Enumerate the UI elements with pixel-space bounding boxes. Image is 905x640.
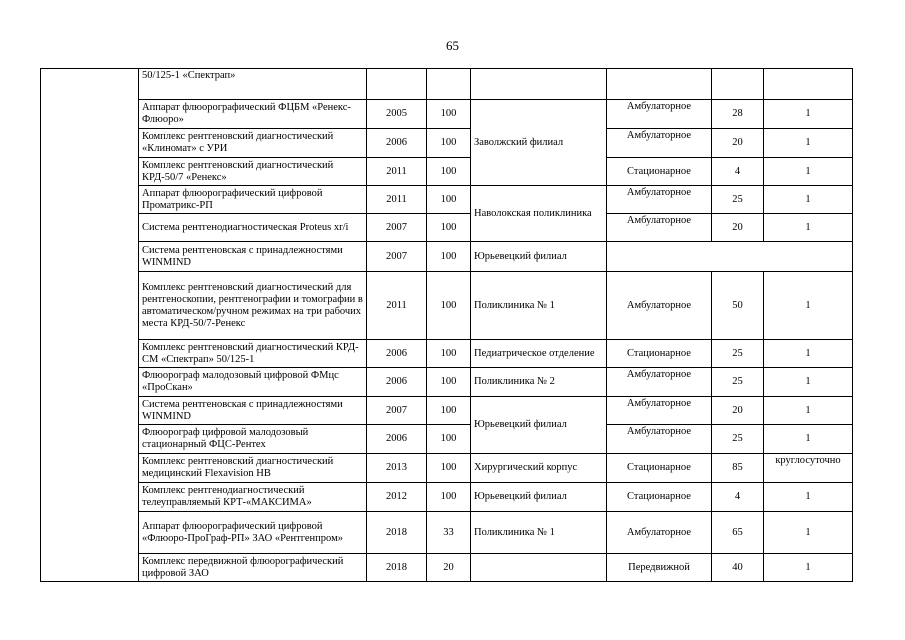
capacity-cell: 20 — [712, 214, 764, 242]
equipment-name-cell: Комплекс рентгеновский диагностический КРД-СМ «Спектрап» 50/125-1 — [139, 340, 367, 368]
year-cell: 2006 — [367, 368, 427, 397]
type-cell: Амбулаторное — [607, 272, 712, 340]
capacity-cell: 20 — [712, 397, 764, 425]
type-cell: Амбулаторное — [607, 512, 712, 554]
type-cell: Амбулаторное — [607, 368, 712, 397]
shifts-cell: 1 — [764, 340, 853, 368]
equipment-table — [40, 68, 853, 582]
equipment-name-cell: 50/125-1 «Спектрап» — [139, 69, 367, 100]
shifts-cell: 1 — [764, 512, 853, 554]
capacity-cell: 40 — [712, 554, 764, 582]
equipment-name-cell: Флюорограф цифровой малодозовый стационарный ФЦС-Рентех — [139, 425, 367, 454]
capacity-cell: 25 — [712, 425, 764, 454]
shifts-cell: 1 — [764, 214, 853, 242]
table-row — [41, 512, 853, 554]
percent-cell: 100 — [427, 454, 471, 483]
year-cell: 2018 — [367, 554, 427, 582]
shifts-cell: 1 — [764, 425, 853, 454]
table-row — [41, 425, 853, 454]
table-row — [41, 242, 853, 272]
type-cell: Амбулаторное — [607, 186, 712, 214]
year-cell: 2007 — [367, 214, 427, 242]
capacity-cell: 50 — [712, 272, 764, 340]
table-row — [41, 214, 853, 242]
shifts-cell: 1 — [764, 272, 853, 340]
branch-cell — [471, 69, 607, 100]
capacity-cell: 25 — [712, 186, 764, 214]
branch-cell: Хирургический корпус — [471, 454, 607, 483]
table-row — [41, 554, 853, 582]
table-row — [41, 186, 853, 214]
type-cell: Амбулаторное — [607, 100, 712, 129]
branch-cell: Поликлиника № 2 — [471, 368, 607, 397]
table-row — [41, 272, 853, 340]
year-cell — [367, 69, 427, 100]
table-row — [41, 100, 853, 129]
year-cell: 2007 — [367, 397, 427, 425]
shifts-cell: 1 — [764, 554, 853, 582]
shifts-cell: 1 — [764, 397, 853, 425]
percent-cell: 100 — [427, 186, 471, 214]
capacity-cell: 25 — [712, 340, 764, 368]
type-cell — [607, 69, 712, 100]
equipment-name-cell: Комплекс рентгенодиагностический телеуправляемый КРТ-«МАКСИМА» — [139, 483, 367, 512]
year-cell: 2013 — [367, 454, 427, 483]
equipment-name-cell: Комплекс рентгеновский диагностический медицинский Flexavision HB — [139, 454, 367, 483]
equipment-name-cell: Система рентгеновская с принадлежностями WINMIND — [139, 397, 367, 425]
table-row — [41, 483, 853, 512]
table-row — [41, 129, 853, 158]
year-cell: 2018 — [367, 512, 427, 554]
percent-cell: 100 — [427, 214, 471, 242]
percent-cell: 33 — [427, 512, 471, 554]
page-number: 65 — [446, 38, 459, 53]
branch-cell: Юрьевецкий филиал — [471, 483, 607, 512]
table-row — [41, 158, 853, 186]
equipment-name-cell: Аппарат флюорографический цифровой Проматрикс-РП — [139, 186, 367, 214]
branch-cell: Заволжский филиал — [471, 100, 607, 186]
branch-cell: Юрьевецкий филиал — [471, 397, 607, 454]
equipment-name-cell: Комплекс рентгеновский диагностический «Клиномат» с УРИ — [139, 129, 367, 158]
percent-cell: 100 — [427, 100, 471, 129]
table-row — [41, 397, 853, 425]
year-cell: 2006 — [367, 129, 427, 158]
percent-cell: 100 — [427, 397, 471, 425]
type-cell: Стационарное — [607, 340, 712, 368]
branch-cell — [471, 554, 607, 582]
shifts-cell: 1 — [764, 129, 853, 158]
empty-merged-cell — [607, 242, 853, 272]
year-cell: 2005 — [367, 100, 427, 129]
shifts-cell: 1 — [764, 186, 853, 214]
equipment-name-cell: Аппарат флюорографический цифровой «Флюоро-ПроГраф-РП» ЗАО «Рентгенпром» — [139, 512, 367, 554]
percent-cell: 100 — [427, 340, 471, 368]
year-cell: 2011 — [367, 186, 427, 214]
type-cell: Передвижной — [607, 554, 712, 582]
year-cell: 2011 — [367, 272, 427, 340]
percent-cell: 100 — [427, 158, 471, 186]
percent-cell — [427, 69, 471, 100]
capacity-cell: 25 — [712, 368, 764, 397]
type-cell: Амбулаторное — [607, 214, 712, 242]
table-row — [41, 69, 853, 100]
percent-cell: 100 — [427, 368, 471, 397]
percent-cell: 100 — [427, 242, 471, 272]
equipment-name-cell: Система рентгеновская с принадлежностями WINMIND — [139, 242, 367, 272]
type-cell: Амбулаторное — [607, 129, 712, 158]
capacity-cell: 85 — [712, 454, 764, 483]
capacity-cell: 65 — [712, 512, 764, 554]
type-cell: Амбулаторное — [607, 425, 712, 454]
percent-cell: 100 — [427, 483, 471, 512]
table-row — [41, 340, 853, 368]
year-cell: 2007 — [367, 242, 427, 272]
year-cell: 2006 — [367, 340, 427, 368]
equipment-name-cell: Комплекс рентгеновский диагностический КРД-50/7 «Ренекс» — [139, 158, 367, 186]
year-cell: 2011 — [367, 158, 427, 186]
shifts-cell: круглосуточно — [764, 454, 853, 483]
equipment-name-cell: Комплекс рентгеновский диагностический для рентгеноскопии, рентгенографии и томографии в автоматическом/ручном режимах на три рабочих места КРД-50/7-Ренекс — [139, 272, 367, 340]
equipment-name-cell: Система рентгенодиагностическая Proteus xr/i — [139, 214, 367, 242]
branch-cell: Юрьевецкий филиал — [471, 242, 607, 272]
year-cell: 2012 — [367, 483, 427, 512]
percent-cell: 20 — [427, 554, 471, 582]
type-cell: Стационарное — [607, 483, 712, 512]
shifts-cell — [764, 69, 853, 100]
capacity-cell: 20 — [712, 129, 764, 158]
percent-cell: 100 — [427, 425, 471, 454]
shifts-cell: 1 — [764, 483, 853, 512]
blank-first-column — [41, 69, 139, 582]
branch-cell: Наволокская поликлиника — [471, 186, 607, 242]
equipment-name-cell: Комплекс передвижной флюорографический цифровой ЗАО — [139, 554, 367, 582]
shifts-cell: 1 — [764, 100, 853, 129]
type-cell: Стационарное — [607, 158, 712, 186]
equipment-name-cell: Флюорограф малодозовый цифровой ФМцс «ПроСкан» — [139, 368, 367, 397]
shifts-cell: 1 — [764, 368, 853, 397]
capacity-cell: 28 — [712, 100, 764, 129]
percent-cell: 100 — [427, 129, 471, 158]
type-cell: Стационарное — [607, 454, 712, 483]
capacity-cell: 4 — [712, 158, 764, 186]
shifts-cell: 1 — [764, 158, 853, 186]
type-cell: Амбулаторное — [607, 397, 712, 425]
equipment-name-cell: Аппарат флюорографический ФЦБМ «Ренекс-Флюоро» — [139, 100, 367, 129]
branch-cell: Педиатрическое отделение — [471, 340, 607, 368]
table-row — [41, 368, 853, 397]
capacity-cell: 4 — [712, 483, 764, 512]
branch-cell: Поликлиника № 1 — [471, 512, 607, 554]
year-cell: 2006 — [367, 425, 427, 454]
capacity-cell — [712, 69, 764, 100]
percent-cell: 100 — [427, 272, 471, 340]
table-row — [41, 454, 853, 483]
branch-cell: Поликлиника № 1 — [471, 272, 607, 340]
